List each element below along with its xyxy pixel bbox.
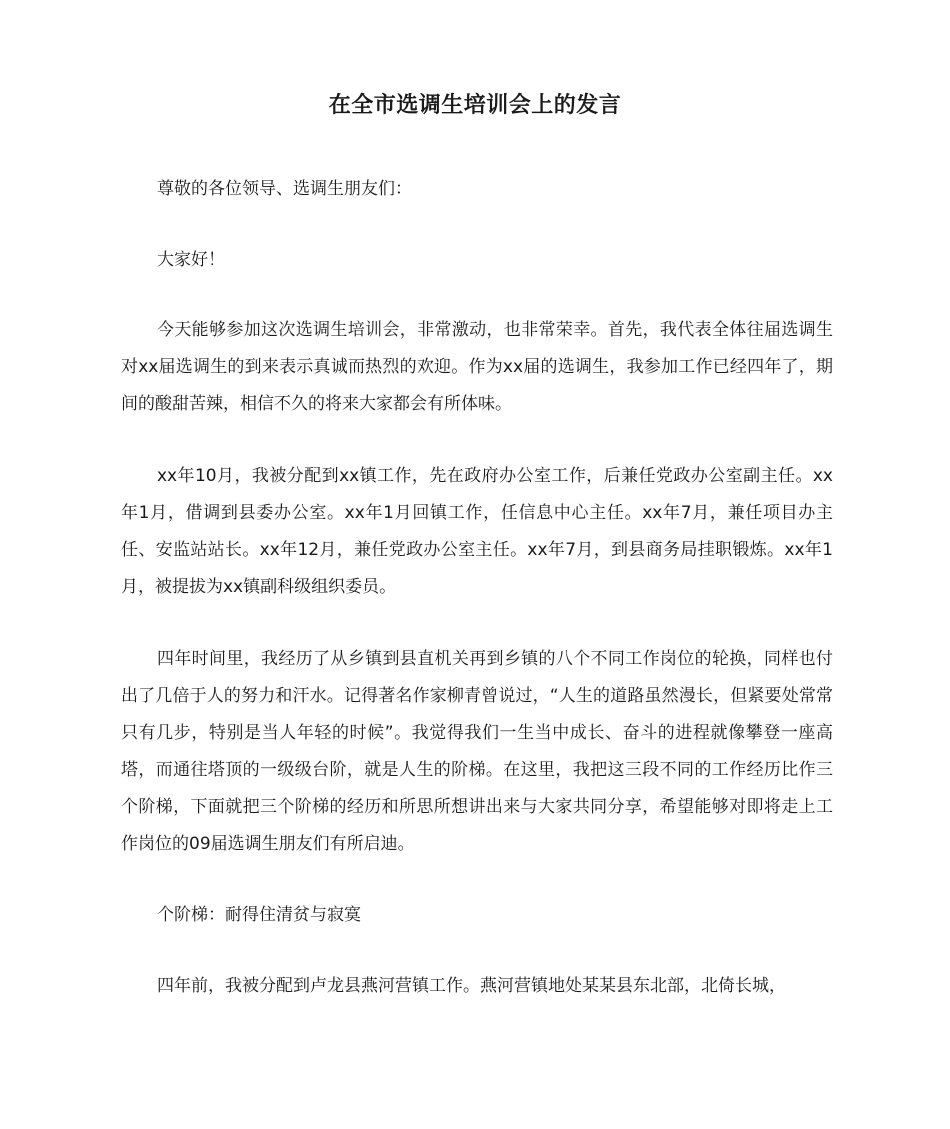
section-heading: 个阶梯：耐得住清贫与寂寞 [157,905,361,925]
paragraph-first-step: 四年前，我被分配到卢龙县燕河营镇工作。燕河营镇地处某某县东北部，北倚长城， [157,976,786,996]
greeting: 大家好！ [157,250,225,270]
paragraph-intro: 今天能够参加这次选调生培训会，非常激动，也非常荣幸。首先，我代表全体往届选调生对xx届选调生的到来表示真诚而热烈的欢迎。作为xx届的选调生，我参加工作已经四年了，期间的酸甜苦辣，相信不久的将来大家都会有所体味。 [121,320,833,414]
paragraph-reflection: 四年时间里，我经历了从乡镇到县直机关再到乡镇的八个不同工作岗位的轮换，同样也付出了几倍于人的努力和汗水。记得著名作家柳青曾说过，“人生的道路虽然漫长，但紧要处常常只有几步，特别是当人年轻的时候”。我觉得我们一生当中成长、奋斗的进程就像攀登一座高塔，而通往塔顶的一级级台阶，就是人生的阶梯。在这里，我把这三段不同的工作经历比作三个阶梯，下面就把三个阶梯的经历和所思所想讲出来与大家共同分享，希望能够对即将走上工作岗位的09届选调生朋友们有所启迪。 [121,649,833,854]
paragraph-career-history: xx年10月，我被分配到xx镇工作，先在政府办公室工作，后兼任党政办公室副主任。xx年1月，借调到县委办公室。xx年1月回镇工作，任信息中心主任。xx年7月，兼任项目办主任、安监站站长。xx年12月，兼任党政办公室主任。xx年7月，到县商务局挂职锻炼。xx年1月，被提拔为xx镇副科级组织委员。 [121,466,833,597]
salutation: 尊敬的各位领导、选调生朋友们： [157,179,412,199]
document-title: 在全市选调生培训会上的发言 [328,93,622,118]
